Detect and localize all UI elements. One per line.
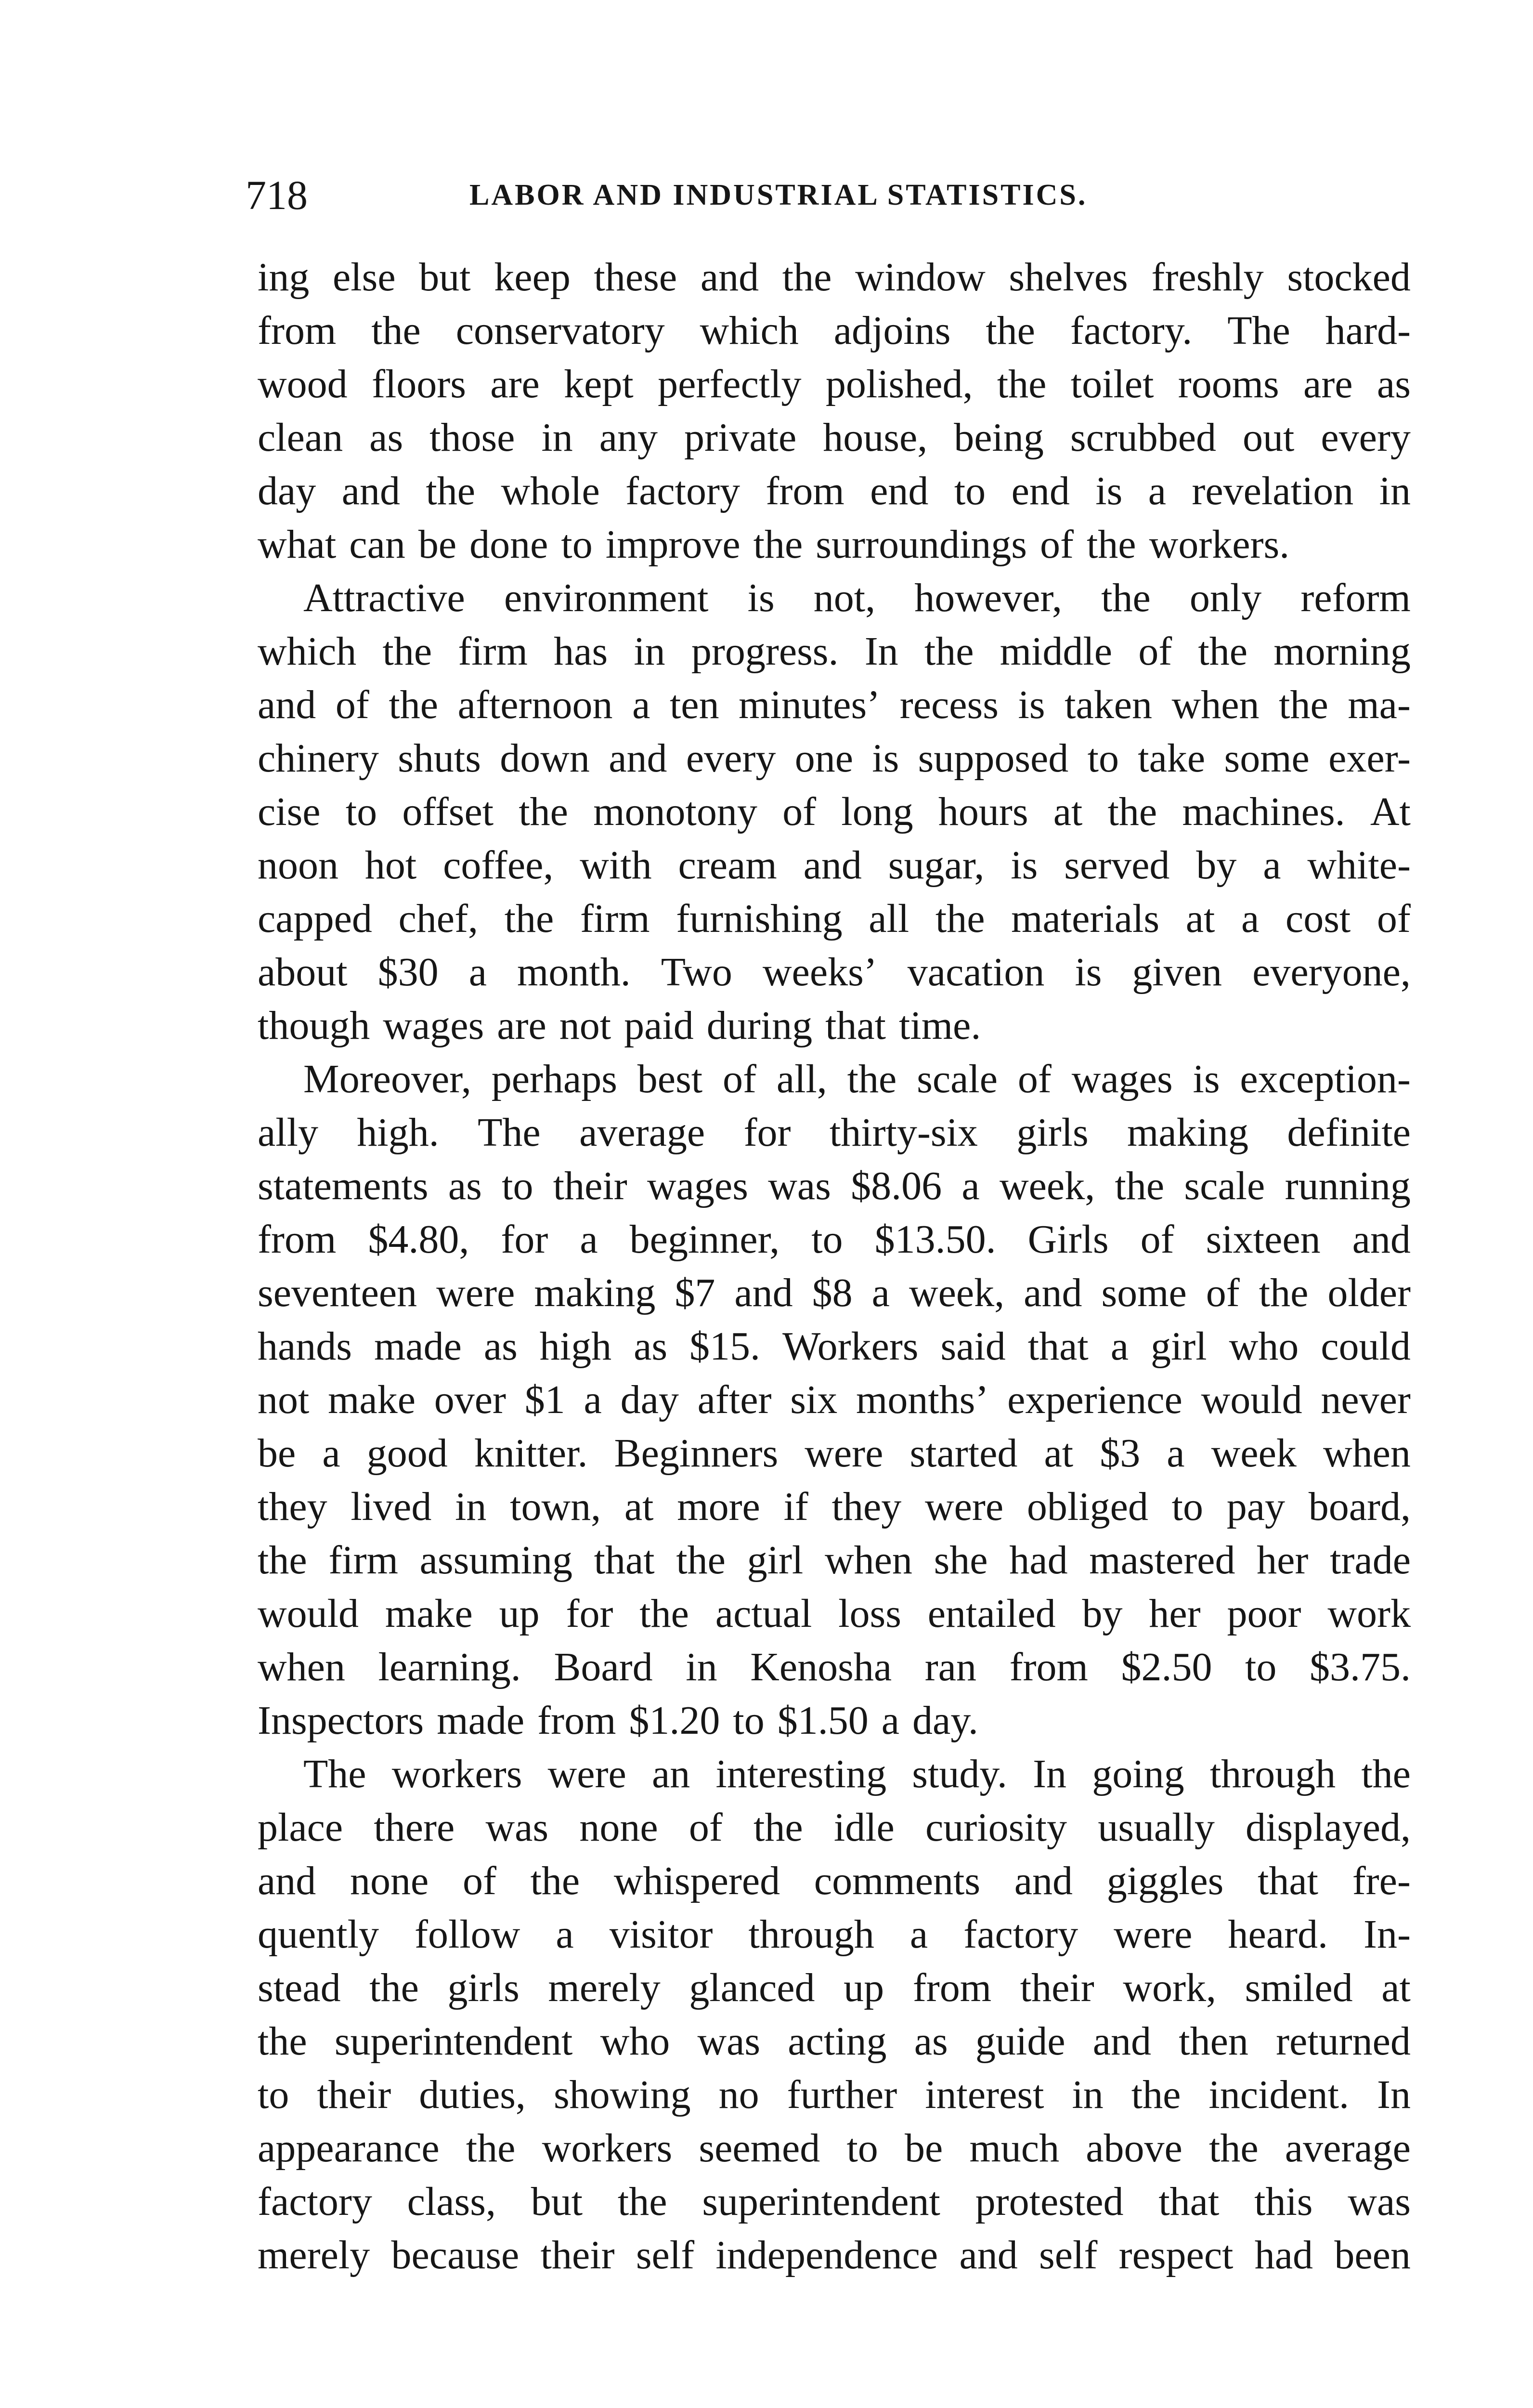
text-line: when learning. Board in Kenosha ran from $2.50 to $3.75. [258, 1645, 1411, 1689]
text-line: would make up for the actual loss entailed by her poor work [258, 1591, 1411, 1636]
paragraph-1 [258, 250, 1411, 571]
paragraph-4 [258, 1747, 1411, 2282]
text-line: not make over $1 a day after six months’ experience would never [258, 1377, 1411, 1422]
text-line: merely because their self independence and self respect had been [258, 2233, 1411, 2277]
text-line: clean as those in any private house, being scrubbed out every [258, 415, 1411, 460]
text-line: from the conservatory which adjoins the factory. The hard- [258, 308, 1411, 353]
text-line: The workers were an interesting study. In going through the [303, 1752, 1411, 1796]
text-line: the firm assuming that the girl when she had mastered her trade [258, 1538, 1411, 1583]
text-line: ing else but keep these and the window shelves freshly stocked [258, 255, 1411, 300]
text-line: day and the whole factory from end to end is a revelation in [258, 469, 1411, 513]
text-line: the superintendent who was acting as guide and then returned [258, 2019, 1411, 2064]
text-line: wood floors are kept perfectly polished, the toilet rooms are as [258, 362, 1411, 406]
text-line: they lived in town, at more if they were obliged to pay board, [258, 1484, 1411, 1529]
page-number: 718 [246, 172, 308, 218]
text-line: from $4.80, for a beginner, to $13.50. Girls of sixteen and [258, 1217, 1411, 1262]
text-line: capped chef, the firm furnishing all the materials at a cost of [258, 896, 1411, 941]
paragraph-2 [258, 571, 1411, 1052]
text-line: chinery shuts down and every one is supposed to take some exer- [258, 736, 1411, 781]
running-head [246, 166, 1411, 224]
body-text [258, 250, 1411, 2282]
text-line: what can be done to improve the surroundings of the workers. [258, 522, 1290, 567]
text-line: seventeen were making $7 and $8 a week, and some of the older [258, 1270, 1411, 1315]
text-line: to their duties, showing no further interest in the incident. In [258, 2072, 1411, 2117]
text-line: be a good knitter. Beginners were started at $3 a week when [258, 1431, 1411, 1476]
text-line: Attractive environment is not, however, the only reform [303, 576, 1411, 620]
paragraph-3 [258, 1052, 1411, 1747]
text-line: hands made as high as $15. Workers said that a girl who could [258, 1324, 1411, 1369]
text-line: place there was none of the idle curiosity usually displayed, [258, 1805, 1411, 1850]
text-line: Moreover, perhaps best of all, the scale of wages is exception- [303, 1057, 1411, 1101]
text-line: appearance the workers seemed to be much above the average [258, 2126, 1411, 2171]
text-line: noon hot coffee, with cream and sugar, is served by a white- [258, 843, 1411, 888]
text-line: and of the afternoon a ten minutes’ recess is taken when the ma- [258, 682, 1411, 727]
text-line: Inspectors made from $1.20 to $1.50 a day. [258, 1698, 978, 1743]
text-line: statements as to their wages was $8.06 a week, the scale running [258, 1164, 1411, 1208]
text-line: quently follow a visitor through a factory were heard. In- [258, 1912, 1411, 1957]
text-line: stead the girls merely glanced up from their work, smiled at [258, 1965, 1411, 2010]
text-line: ally high. The average for thirty-six girls making definite [258, 1110, 1411, 1155]
text-line: about $30 a month. Two weeks’ vacation is given everyone, [258, 950, 1411, 995]
text-line: which the firm has in progress. In the middle of the morning [258, 629, 1411, 674]
text-line: though wages are not paid during that time. [258, 1003, 981, 1048]
text-line: cise to offset the monotony of long hours at the machines. At [258, 789, 1411, 834]
text-line: factory class, but the superintendent protested that this was [258, 2179, 1411, 2224]
text-line: and none of the whispered comments and giggles that fre- [258, 1858, 1411, 1903]
running-title: LABOR AND INDUSTRIAL STATISTICS. [469, 179, 1088, 211]
